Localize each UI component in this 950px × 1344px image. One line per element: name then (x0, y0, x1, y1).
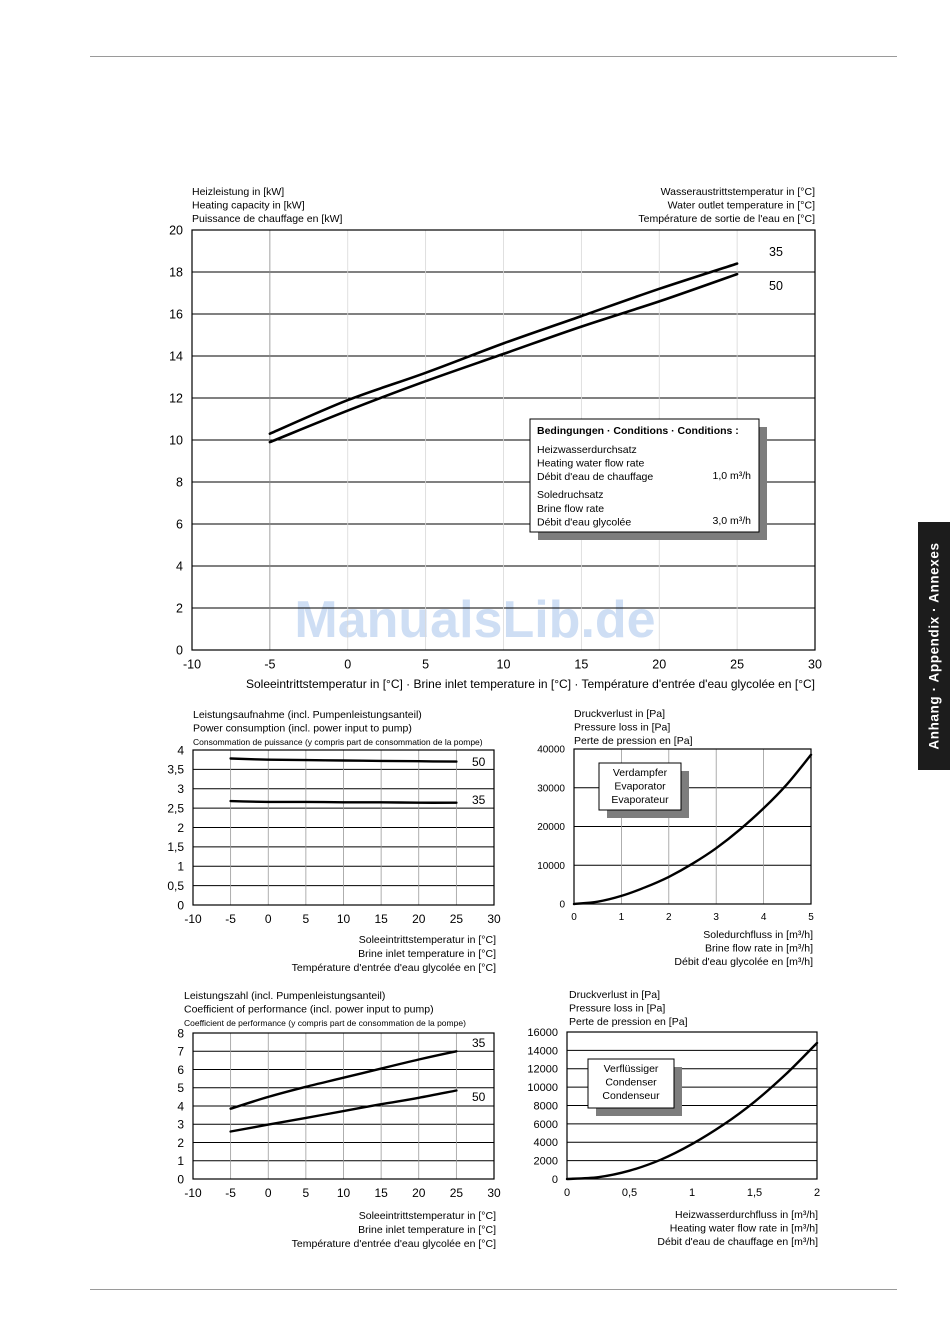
series-label: 35 (472, 1036, 486, 1050)
x-tick-label: 10 (336, 1186, 351, 1200)
y-tick-label: 14 (169, 349, 183, 364)
y-axis-label: Coefficient of performance (incl. power input to pump) (184, 1003, 434, 1016)
conditions-heating-label: Heating water flow rate (537, 457, 645, 470)
x-tick-label: 20 (412, 912, 426, 926)
y-tick-label: 2,5 (167, 801, 184, 816)
y-tick-label: 8 (177, 1026, 184, 1041)
y-tick-label: 18 (169, 265, 183, 280)
y-tick-label: 4 (177, 743, 184, 758)
x-tick-label: -10 (184, 912, 202, 926)
y-tick-label: 8000 (533, 1100, 558, 1113)
x-tick-label: 3 (713, 912, 719, 923)
conditions-title: Bedingungen · Conditions · Conditions : (537, 425, 739, 437)
y-tick-label: 12 (169, 391, 183, 406)
x-tick-label: 5 (302, 912, 310, 926)
y-tick-label: 4000 (533, 1137, 558, 1150)
y-axis-label: Power consumption (incl. power input to pump) (193, 722, 412, 735)
side-tab-label: Anhang · Appendix · Annexes (926, 542, 942, 750)
y-axis-label: Druckverlust in [Pa] (574, 708, 666, 720)
y-tick-label: 8 (176, 475, 183, 490)
y-tick-label: 3 (177, 1117, 184, 1132)
y-axis-label: Perte de pression en [Pa] (574, 734, 693, 747)
y-tick-label: 2 (177, 1135, 184, 1150)
x-tick-label: 1 (618, 912, 625, 923)
x-tick-label: -5 (225, 1186, 236, 1200)
x-axis-label: Température d'entrée d'eau glycolée en [°C] (291, 962, 496, 974)
component-label: Verdampfer (612, 767, 668, 779)
y-tick-label: 1 (177, 1154, 184, 1169)
x-tick-label: -10 (182, 657, 202, 672)
x-axis-label: Heating water flow rate in [m³/h] (669, 1222, 818, 1235)
conditions-brine-label: Soledruchsatz (537, 489, 604, 501)
secondary-axis-label: Water outlet temperature in [°C] (667, 199, 815, 212)
secondary-axis-label: Wasseraustrittstemperatur in [°C] (660, 186, 815, 198)
x-tick-label: 30 (487, 912, 501, 926)
x-tick-label: 15 (374, 1186, 388, 1200)
y-tick-label: 2000 (533, 1155, 558, 1168)
x-axis-label: Température d'entrée d'eau glycolée en [°C] (291, 1238, 496, 1250)
y-tick-label: 4 (176, 559, 183, 574)
x-axis-label: Brine flow rate in [m³/h] (705, 942, 813, 955)
conditions-brine-value: 3,0 m³/h (712, 515, 751, 527)
series-label: 50 (769, 279, 783, 293)
y-tick-label: 0 (559, 899, 565, 911)
x-tick-label: 30 (808, 657, 822, 672)
y-axis-label: Pressure loss in [Pa] (569, 1002, 666, 1015)
conditions-heating-value: 1,0 m³/h (712, 470, 751, 482)
x-tick-label: 5 (302, 1186, 310, 1200)
y-tick-label: 20000 (537, 822, 565, 834)
conditions-brine-label: Débit d'eau glycolée (537, 516, 632, 529)
x-axis-label: Soleeintrittstemperatur in [°C] (358, 934, 496, 946)
y-tick-label: 0 (177, 898, 184, 913)
y-tick-label: 10000 (537, 860, 565, 872)
x-tick-label: 2 (813, 1187, 821, 1199)
series-label: 35 (472, 793, 486, 807)
x-axis-label: Débit d'eau de chauffage en [m³/h] (657, 1236, 818, 1249)
x-tick-label: 15 (574, 657, 589, 672)
x-tick-label: 25 (449, 1186, 464, 1200)
y-tick-label: 1,5 (167, 840, 184, 855)
y-tick-label: 2 (177, 820, 184, 835)
x-tick-label: 0 (344, 657, 352, 672)
secondary-axis-label: Température de sortie de l'eau en [°C] (638, 213, 815, 226)
x-tick-label: 20 (412, 1186, 426, 1200)
component-label: Evaporator (614, 780, 666, 793)
y-tick-label: 4 (177, 1099, 184, 1114)
x-axis-label: Débit d'eau glycolée en [m³/h] (674, 956, 813, 969)
series-label: 35 (769, 245, 783, 259)
y-axis-label: Heizleistung in [kW] (192, 186, 285, 198)
y-tick-label: 6 (176, 517, 183, 532)
y-tick-label: 0,5 (167, 878, 184, 893)
x-tick-label: 20 (652, 657, 667, 672)
y-tick-label: 16000 (527, 1026, 558, 1039)
x-tick-label: -5 (264, 657, 276, 672)
x-axis-label: Soleeintrittstemperatur in [°C] (358, 1210, 496, 1222)
y-axis-label: Pressure loss in [Pa] (574, 721, 671, 734)
x-tick-label: -10 (184, 1186, 202, 1200)
x-tick-label: 10 (496, 657, 511, 672)
y-tick-label: 7 (177, 1044, 184, 1059)
x-axis-label: Soledurchfluss in [m³/h] (703, 929, 813, 941)
x-tick-label: -5 (225, 912, 236, 926)
component-label: Condenseur (602, 1090, 660, 1103)
x-tick-label: 4 (760, 912, 767, 923)
y-tick-label: 0 (176, 643, 183, 658)
y-tick-label: 16 (169, 307, 183, 322)
y-tick-label: 3,5 (167, 762, 184, 777)
y-tick-label: 14000 (527, 1045, 558, 1058)
y-tick-label: 6000 (533, 1118, 558, 1131)
x-axis-label: Heizwasserdurchfluss in [m³/h] (675, 1209, 818, 1221)
series-label: 50 (472, 1090, 486, 1104)
x-tick-label: 2 (666, 912, 672, 923)
y-tick-label: 3 (177, 782, 184, 797)
y-tick-label: 10 (169, 433, 183, 448)
y-tick-label: 0 (177, 1172, 184, 1187)
y-tick-label: 12000 (527, 1063, 558, 1076)
y-axis-label: Heating capacity in [kW] (192, 199, 305, 212)
x-tick-label: 30 (487, 1186, 501, 1200)
y-axis-label: Perte de pression en [Pa] (569, 1015, 688, 1028)
y-axis-label: Coefficient de performance (y compris part de consommation de la pompe) (184, 1018, 466, 1029)
series-label: 50 (472, 755, 486, 769)
y-axis-label: Leistungszahl (incl. Pumpenleistungsanteil) (184, 990, 386, 1002)
x-axis-label: Brine inlet temperature in [°C] (358, 1224, 496, 1236)
y-axis-label: Druckverlust in [Pa] (569, 989, 661, 1001)
x-tick-label: 25 (730, 657, 745, 672)
x-tick-label: 25 (449, 912, 464, 926)
y-tick-label: 6 (177, 1062, 184, 1077)
conditions-heating-label: Heizwasserdurchsatz (537, 444, 637, 456)
component-label: Verflüssiger (603, 1063, 659, 1075)
x-axis-label: Brine inlet temperature in [°C] (358, 948, 496, 960)
x-tick-label: 1 (688, 1187, 696, 1199)
y-tick-label: 10000 (527, 1082, 558, 1095)
y-axis-label: Consommation de puissance (y compris part de consommation de la pompe) (193, 736, 483, 747)
component-label: Evaporateur (611, 794, 669, 807)
conditions-heating-label: Débit d'eau de chauffage (537, 471, 654, 483)
x-tick-label: 1,5 (746, 1187, 763, 1199)
y-tick-label: 2 (176, 601, 183, 616)
x-tick-label: 0 (264, 1186, 272, 1200)
y-tick-label: 20 (169, 223, 183, 238)
y-tick-label: 30000 (537, 783, 565, 795)
y-tick-label: 1 (177, 859, 184, 874)
y-tick-label: 5 (177, 1081, 184, 1096)
y-axis-label: Leistungsaufnahme (incl. Pumpenleistungsanteil) (193, 709, 422, 721)
conditions-brine-label: Brine flow rate (537, 502, 605, 515)
x-tick-label: 0 (264, 912, 272, 926)
y-tick-label: 40000 (537, 744, 565, 756)
x-tick-label: 10 (336, 912, 351, 926)
x-tick-label: 15 (374, 912, 388, 926)
y-tick-label: 0 (551, 1173, 558, 1186)
x-tick-label: 0,5 (621, 1187, 638, 1199)
x-tick-label: 0 (571, 912, 577, 923)
x-tick-label: 5 (422, 657, 430, 672)
x-tick-label: 5 (808, 912, 814, 923)
component-label: Condenser (605, 1076, 657, 1089)
y-axis-label: Puissance de chauffage en [kW] (192, 213, 343, 226)
watermark: ManualsLib.de (294, 591, 656, 649)
x-axis-label: Soleeintrittstemperatur in [°C] · Brine inlet temperature in [°C] · Température d'entrée d'eau glycolée en [°C] (245, 677, 815, 691)
x-tick-label: 0 (563, 1187, 571, 1199)
